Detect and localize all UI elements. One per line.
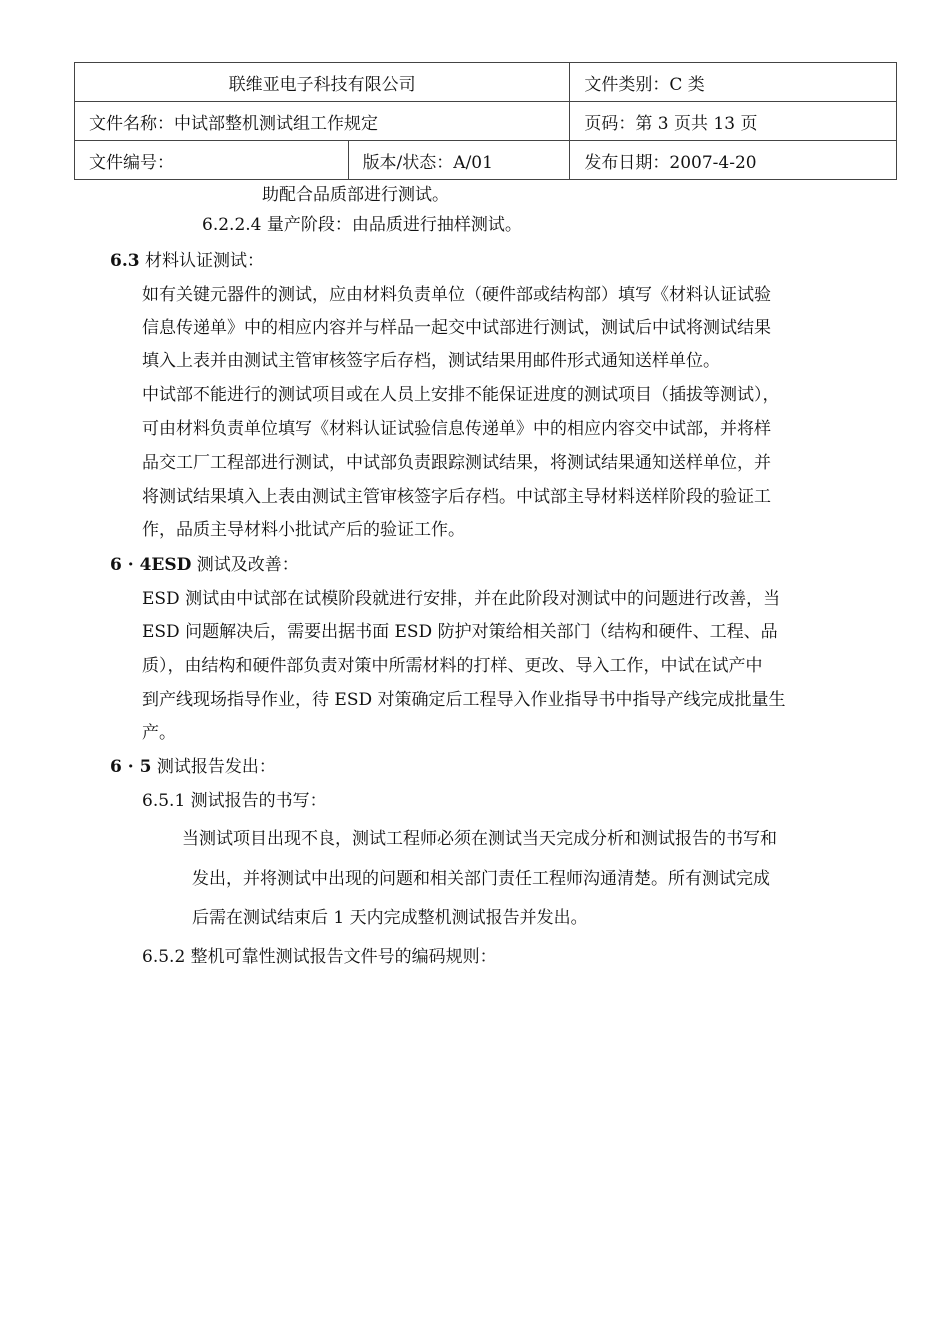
paragraph-line: 发出，并将测试中出现的问题和相关部门责任工程师沟通清楚。所有测试完成 — [192, 869, 770, 889]
file-number: 文件编号： — [75, 141, 349, 180]
continued-line: 助配合品质部进行测试。 — [262, 185, 449, 205]
paragraph-line: 品交工厂工程部进行测试，中试部负责跟踪测试结果，将测试结果通知送样单位，并 — [142, 453, 771, 473]
subsection-6-5-2: 6.5.2 整机可靠性测试报告文件号的编码规则： — [142, 947, 497, 967]
section-number: 6.3 — [110, 251, 140, 271]
page-number: 页码：第 3 页共 13 页 — [570, 102, 897, 141]
version-status: 版本/状态：A/01 — [348, 141, 570, 180]
section-title: 测试报告发出： — [151, 757, 276, 777]
header-row-3 — [75, 141, 897, 180]
paragraph-line: 可由材料负责单位填写《材料认证试验信息传递单》中的相应内容交中试部，并将样 — [142, 419, 771, 439]
company-name: 联维亚电子科技有限公司 — [75, 63, 570, 102]
section-6-3-heading — [110, 250, 264, 272]
paragraph-line: ESD 测试由中试部在试模阶段就进行安排，并在此阶段对测试中的问题进行改善，当 — [142, 589, 781, 609]
section-number: 6 · 4ESD — [110, 555, 192, 575]
paragraph-line: 到产线现场指导作业，待 ESD 对策确定后工程导入作业指导书中指导产线完成批量生 — [142, 690, 786, 710]
paragraph-line: 产。 — [142, 723, 176, 743]
section-number: 6 · 5 — [110, 757, 152, 777]
document-header-table — [74, 62, 897, 180]
paragraph-line: 后需在测试结束后 1 天内完成整机测试报告并发出。 — [192, 908, 588, 928]
paragraph-line: 填入上表并由测试主管审核签字后存档，测试结果用邮件形式通知送样单位。 — [142, 351, 720, 371]
paragraph-line: 将测试结果填入上表由测试主管审核签字后存档。中试部主导材料送样阶段的验证工 — [142, 487, 771, 507]
section-title: 材料认证测试： — [139, 251, 264, 271]
section-6-5-heading — [110, 756, 276, 778]
paragraph-line: 信息传递单》中的相应内容并与样品一起交中试部进行测试，测试后中试将测试结果 — [142, 318, 771, 338]
paragraph-line: ESD 问题解决后，需要出据书面 ESD 防护对策给相关部门（结构和硬件、工程、品 — [142, 622, 778, 642]
paragraph-line: 中试部不能进行的测试项目或在人员上安排不能保证进度的测试项目（插拔等测试）， — [142, 385, 780, 405]
release-date: 发布日期：2007-4-20 — [570, 141, 897, 180]
section-6-4-heading — [110, 554, 299, 576]
section-title: 测试及改善： — [191, 555, 299, 575]
file-name: 文件名称：中试部整机测试组工作规定 — [75, 102, 570, 141]
paragraph-line: 质），由结构和硬件部负责对策中所需材料的打样、更改、导入工作，中试在试产中 — [142, 656, 763, 676]
paragraph-line: 当测试项目出现不良，测试工程师必须在测试当天完成分析和测试报告的书写和 — [182, 829, 777, 849]
header-row-1 — [75, 63, 897, 102]
paragraph-line: 如有关键元器件的测试，应由材料负责单位（硬件部或结构部）填写《材料认证试验 — [142, 285, 771, 305]
clause-6-2-2-4: 6.2.2.4 量产阶段：由品质进行抽样测试。 — [202, 215, 522, 235]
paragraph-line: 作，品质主导材料小批试产后的验证工作。 — [142, 520, 465, 540]
subsection-6-5-1: 6.5.1 测试报告的书写： — [142, 791, 327, 811]
header-row-2 — [75, 102, 897, 141]
file-category: 文件类别：C 类 — [570, 63, 897, 102]
